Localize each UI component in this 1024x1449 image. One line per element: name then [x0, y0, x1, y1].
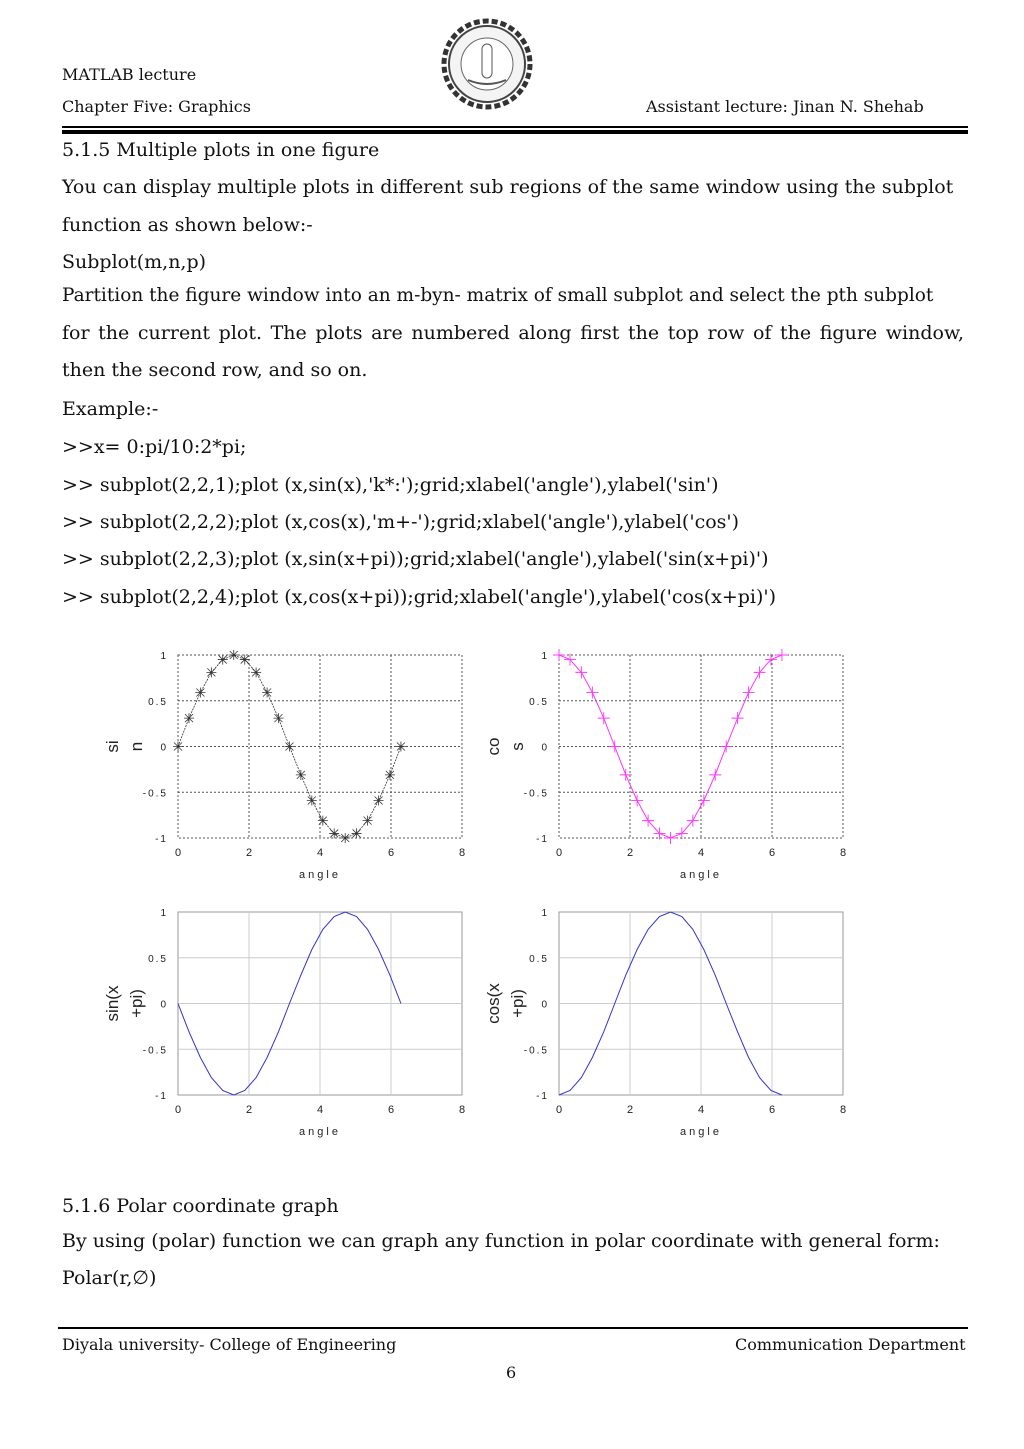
y-tick-label: -1 [536, 834, 549, 845]
data-point-star [251, 667, 261, 677]
data-point-star [206, 667, 216, 677]
data-point-star [352, 828, 362, 838]
subplot-cos [471, 640, 871, 890]
data-point-star [184, 713, 194, 723]
subplot-cos-x-pi [471, 897, 871, 1147]
header-author: Assistant lecture: Jinan N. Shehab [646, 97, 924, 116]
data-point-star [262, 688, 272, 698]
syntax-line: Subplot(m,n,p) [62, 251, 207, 273]
header-course: MATLAB lecture [62, 65, 197, 84]
y-axis-label: sin(x [103, 985, 122, 1022]
data-point-star [296, 770, 306, 780]
y-tick-label: -1 [155, 1091, 168, 1102]
paragraph-line: By using (polar) function we can graph any function in polar coordinate with general form: [62, 1230, 940, 1252]
college-logo [412, 18, 562, 110]
data-point-star [363, 816, 373, 826]
y-tick-label: 0 [160, 999, 168, 1011]
x-axis-label: angle [299, 869, 341, 881]
x-tick-label: 6 [387, 847, 395, 859]
y-tick-label: -1 [536, 1091, 549, 1102]
y-tick-label: 1 [541, 651, 549, 662]
section-heading: 5.1.6 Polar coordinate graph [62, 1195, 339, 1217]
code-line: >> subplot(2,2,1);plot (x,sin(x),'k*:');grid;xlabel('angle'),ylabel('sin') [62, 474, 719, 496]
data-point-star [195, 688, 205, 698]
x-tick-label: 8 [839, 847, 847, 859]
section-heading: 5.1.5 Multiple plots in one figure [62, 139, 380, 161]
y-tick-label: 0.5 [148, 953, 168, 965]
example-label: Example:- [62, 398, 159, 420]
y-axis-label: co [484, 737, 503, 756]
y-tick-label: 0.5 [529, 696, 549, 708]
data-point-star [307, 795, 317, 805]
x-tick-label: 6 [768, 1104, 776, 1116]
x-tick-label: 0 [174, 847, 182, 859]
polar-syntax: Polar(r,∅) [62, 1267, 157, 1289]
x-tick-label: 6 [768, 847, 776, 859]
x-tick-label: 4 [697, 847, 705, 859]
data-point-star [318, 816, 328, 826]
x-tick-label: 4 [697, 1104, 705, 1116]
y-tick-label: -0.5 [142, 1045, 168, 1057]
y-axis-label: n [127, 741, 146, 752]
x-tick-label: 4 [316, 1104, 324, 1116]
data-point-star [273, 713, 283, 723]
y-tick-label: 0 [541, 742, 549, 754]
y-axis-label: si [103, 740, 122, 753]
paragraph-line: for the current plot. The plots are numbered along first the top row of the figure window, [62, 322, 964, 344]
x-tick-label: 8 [458, 847, 466, 859]
data-point-star [396, 742, 406, 752]
data-point-star [329, 828, 339, 838]
y-axis-label: +pi) [508, 989, 527, 1018]
paragraph-line: then the second row, and so on. [62, 359, 368, 381]
x-axis-label: angle [680, 1126, 722, 1138]
paragraph-line: You can display multiple plots in different sub regions of the same window using the subplot [62, 176, 954, 198]
paragraph-line: Partition the figure window into an m-byn- matrix of small subplot and select the pth subplot [62, 285, 934, 306]
y-tick-label: 0 [541, 999, 549, 1011]
header-rule-thin [62, 126, 968, 128]
y-tick-label: -0.5 [523, 1045, 549, 1057]
footer-university: Diyala university- College of Engineering [62, 1335, 397, 1354]
header-rule-thick [62, 130, 968, 134]
subplot-sin-x-pi [90, 897, 490, 1147]
y-tick-label: 1 [160, 651, 168, 662]
x-axis-label: angle [299, 1126, 341, 1138]
x-tick-label: 2 [245, 847, 253, 859]
y-tick-label: 0 [160, 742, 168, 754]
y-tick-label: -1 [155, 834, 168, 845]
x-tick-label: 6 [387, 1104, 395, 1116]
footer-rule [58, 1327, 968, 1329]
y-axis-label: +pi) [127, 989, 146, 1018]
data-point-star [385, 770, 395, 780]
y-tick-label: -0.5 [523, 788, 549, 800]
y-axis-label: cos(x [484, 983, 503, 1024]
header-chapter: Chapter Five: Graphics [62, 97, 251, 116]
data-point-star [240, 655, 250, 665]
x-tick-label: 8 [839, 1104, 847, 1116]
x-tick-label: 0 [174, 1104, 182, 1116]
subplot-sin [90, 640, 490, 890]
x-tick-label: 2 [245, 1104, 253, 1116]
x-tick-label: 4 [316, 847, 324, 859]
x-tick-label: 2 [626, 1104, 634, 1116]
footer-department: Communication Department [735, 1335, 966, 1354]
data-point-star [340, 833, 350, 843]
y-tick-label: 1 [541, 908, 549, 919]
y-tick-label: 0.5 [529, 953, 549, 965]
code-line: >> subplot(2,2,4);plot (x,cos(x+pi));grid;xlabel('angle'),ylabel('cos(x+pi)') [62, 586, 777, 608]
data-point-star [173, 742, 183, 752]
code-line: >> subplot(2,2,2);plot (x,cos(x),'m+-');grid;xlabel('angle'),ylabel('cos') [62, 511, 740, 533]
x-axis-label: angle [680, 869, 722, 881]
paragraph-line: function as shown below:- [62, 214, 313, 236]
code-line: >>x= 0:pi/10:2*pi; [62, 436, 247, 458]
x-tick-label: 2 [626, 847, 634, 859]
x-tick-label: 0 [555, 1104, 563, 1116]
y-tick-label: -0.5 [142, 788, 168, 800]
data-point-star [284, 742, 294, 752]
data-point-star [229, 650, 239, 660]
data-point-star [218, 655, 228, 665]
x-tick-label: 0 [555, 847, 563, 859]
x-tick-label: 8 [458, 1104, 466, 1116]
data-point-star [374, 795, 384, 805]
y-tick-label: 0.5 [148, 696, 168, 708]
page-number: 6 [506, 1363, 517, 1382]
y-tick-label: 1 [160, 908, 168, 919]
y-axis-label: s [508, 742, 527, 751]
code-line: >> subplot(2,2,3);plot (x,sin(x+pi));grid;xlabel('angle'),ylabel('sin(x+pi)') [62, 548, 769, 570]
